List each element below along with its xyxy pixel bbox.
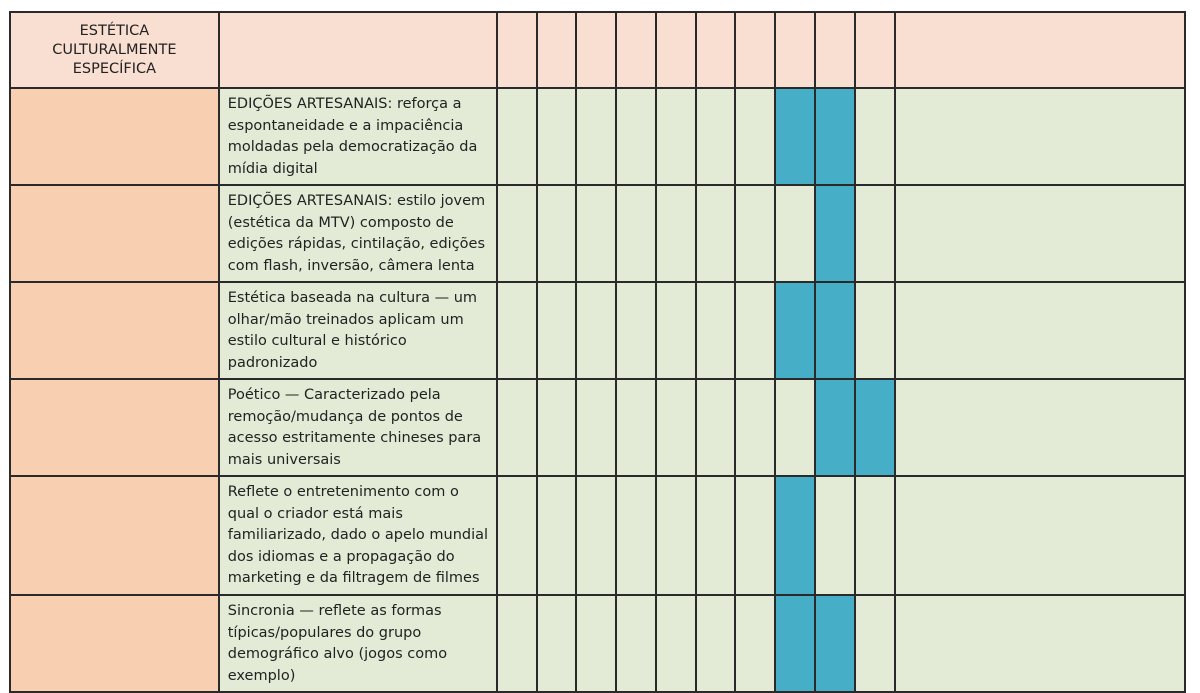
marker-cell-filled — [775, 476, 815, 595]
row-description: Estética baseada na cultura — um olhar/mão treinados aplicam um estilo cultural e histórico padronizado — [219, 282, 497, 379]
marker-cell — [497, 185, 537, 282]
marker-cell — [497, 88, 537, 185]
notes-cell — [895, 282, 1185, 379]
marker-cell — [855, 595, 895, 692]
marker-cell — [735, 282, 775, 379]
marker-cell-filled — [775, 282, 815, 379]
marker-cell — [497, 379, 537, 476]
marker-cell — [775, 379, 815, 476]
marker-cell — [855, 88, 895, 185]
notes-cell — [895, 185, 1185, 282]
marker-cell — [815, 476, 855, 595]
marker-cell-filled — [775, 88, 815, 185]
marker-cell — [537, 282, 577, 379]
marker-cell — [576, 88, 616, 185]
marker-cell — [537, 185, 577, 282]
marker-cell — [576, 185, 616, 282]
header-cell-col-5 — [656, 12, 696, 88]
header-cell-col-7 — [735, 12, 775, 88]
marker-cell — [616, 185, 656, 282]
marker-cell — [696, 88, 736, 185]
header-cell-notes — [895, 12, 1185, 88]
marker-cell — [656, 185, 696, 282]
marker-cell — [735, 185, 775, 282]
category-cell — [10, 88, 219, 185]
marker-cell — [576, 476, 616, 595]
marker-cell-filled — [815, 379, 855, 476]
marker-cell-filled — [775, 595, 815, 692]
row-description: EDIÇÕES ARTESANAIS: reforça a espontaneidade e a impaciência moldadas pela democratização da mídia digital — [219, 88, 497, 185]
marker-cell — [656, 88, 696, 185]
marker-cell — [616, 476, 656, 595]
marker-cell — [616, 88, 656, 185]
header-cell-col-1 — [497, 12, 537, 88]
marker-cell — [497, 595, 537, 692]
header-row — [10, 12, 1185, 88]
row-description: Reflete o entretenimento com o qual o criador está mais familiarizado, dado o apelo mundial dos idiomas e a propagação do marketing e da filtragem de filmes — [219, 476, 497, 595]
table-row — [10, 476, 1185, 595]
marker-cell — [497, 282, 537, 379]
notes-cell — [895, 88, 1185, 185]
marker-cell — [616, 282, 656, 379]
category-header-label: ESTÉTICA CULTURALMENTE ESPECÍFICA — [52, 22, 177, 77]
marker-cell — [537, 379, 577, 476]
marker-cell — [855, 476, 895, 595]
marker-cell — [735, 379, 775, 476]
marker-cell — [696, 282, 736, 379]
marker-cell — [656, 595, 696, 692]
marker-cell — [656, 282, 696, 379]
table-row — [10, 88, 1185, 185]
header-cell-col-6 — [696, 12, 736, 88]
header-cell-col-9 — [815, 12, 855, 88]
marker-cell — [616, 595, 656, 692]
marker-cell — [497, 476, 537, 595]
marker-cell — [656, 379, 696, 476]
notes-cell — [895, 476, 1185, 595]
marker-cell — [616, 379, 656, 476]
category-cell — [10, 476, 219, 595]
header-cell-col-4 — [616, 12, 656, 88]
marker-cell — [537, 595, 577, 692]
category-cell — [10, 185, 219, 282]
category-header-cell — [10, 12, 219, 88]
marker-cell — [656, 476, 696, 595]
marker-cell — [576, 379, 616, 476]
notes-cell — [895, 595, 1185, 692]
aesthetics-matrix-table — [9, 11, 1186, 693]
header-cell-col-8 — [775, 12, 815, 88]
marker-cell-filled — [815, 185, 855, 282]
header-cell-description — [219, 12, 497, 88]
marker-cell-filled — [815, 595, 855, 692]
marker-cell — [735, 476, 775, 595]
row-description: Poético — Caracterizado pela remoção/mudança de pontos de acesso estritamente chineses para mais universais — [219, 379, 497, 476]
category-cell — [10, 379, 219, 476]
marker-cell — [537, 476, 577, 595]
table-row — [10, 379, 1185, 476]
header-cell-col-3 — [576, 12, 616, 88]
marker-cell — [775, 185, 815, 282]
marker-cell — [735, 595, 775, 692]
category-cell — [10, 595, 219, 692]
marker-cell — [735, 88, 775, 185]
notes-cell — [895, 379, 1185, 476]
row-description: Sincronia — reflete as formas típicas/populares do grupo demográfico alvo (jogos como exemplo) — [219, 595, 497, 692]
marker-cell — [696, 379, 736, 476]
row-description: EDIÇÕES ARTESANAIS: estilo jovem (estética da MTV) composto de edições rápidas, cintilação, edições com flash, inversão, câmera lenta — [219, 185, 497, 282]
marker-cell — [855, 185, 895, 282]
marker-cell — [696, 476, 736, 595]
marker-cell — [537, 88, 577, 185]
table-row — [10, 595, 1185, 692]
marker-cell — [576, 595, 616, 692]
marker-cell-filled — [815, 88, 855, 185]
header-cell-col-10 — [855, 12, 895, 88]
marker-cell — [855, 282, 895, 379]
header-cell-col-2 — [537, 12, 577, 88]
marker-cell — [576, 282, 616, 379]
category-cell — [10, 282, 219, 379]
marker-cell-filled — [855, 379, 895, 476]
marker-cell — [696, 185, 736, 282]
table-row — [10, 282, 1185, 379]
marker-cell — [696, 595, 736, 692]
table-row — [10, 185, 1185, 282]
marker-cell-filled — [815, 282, 855, 379]
